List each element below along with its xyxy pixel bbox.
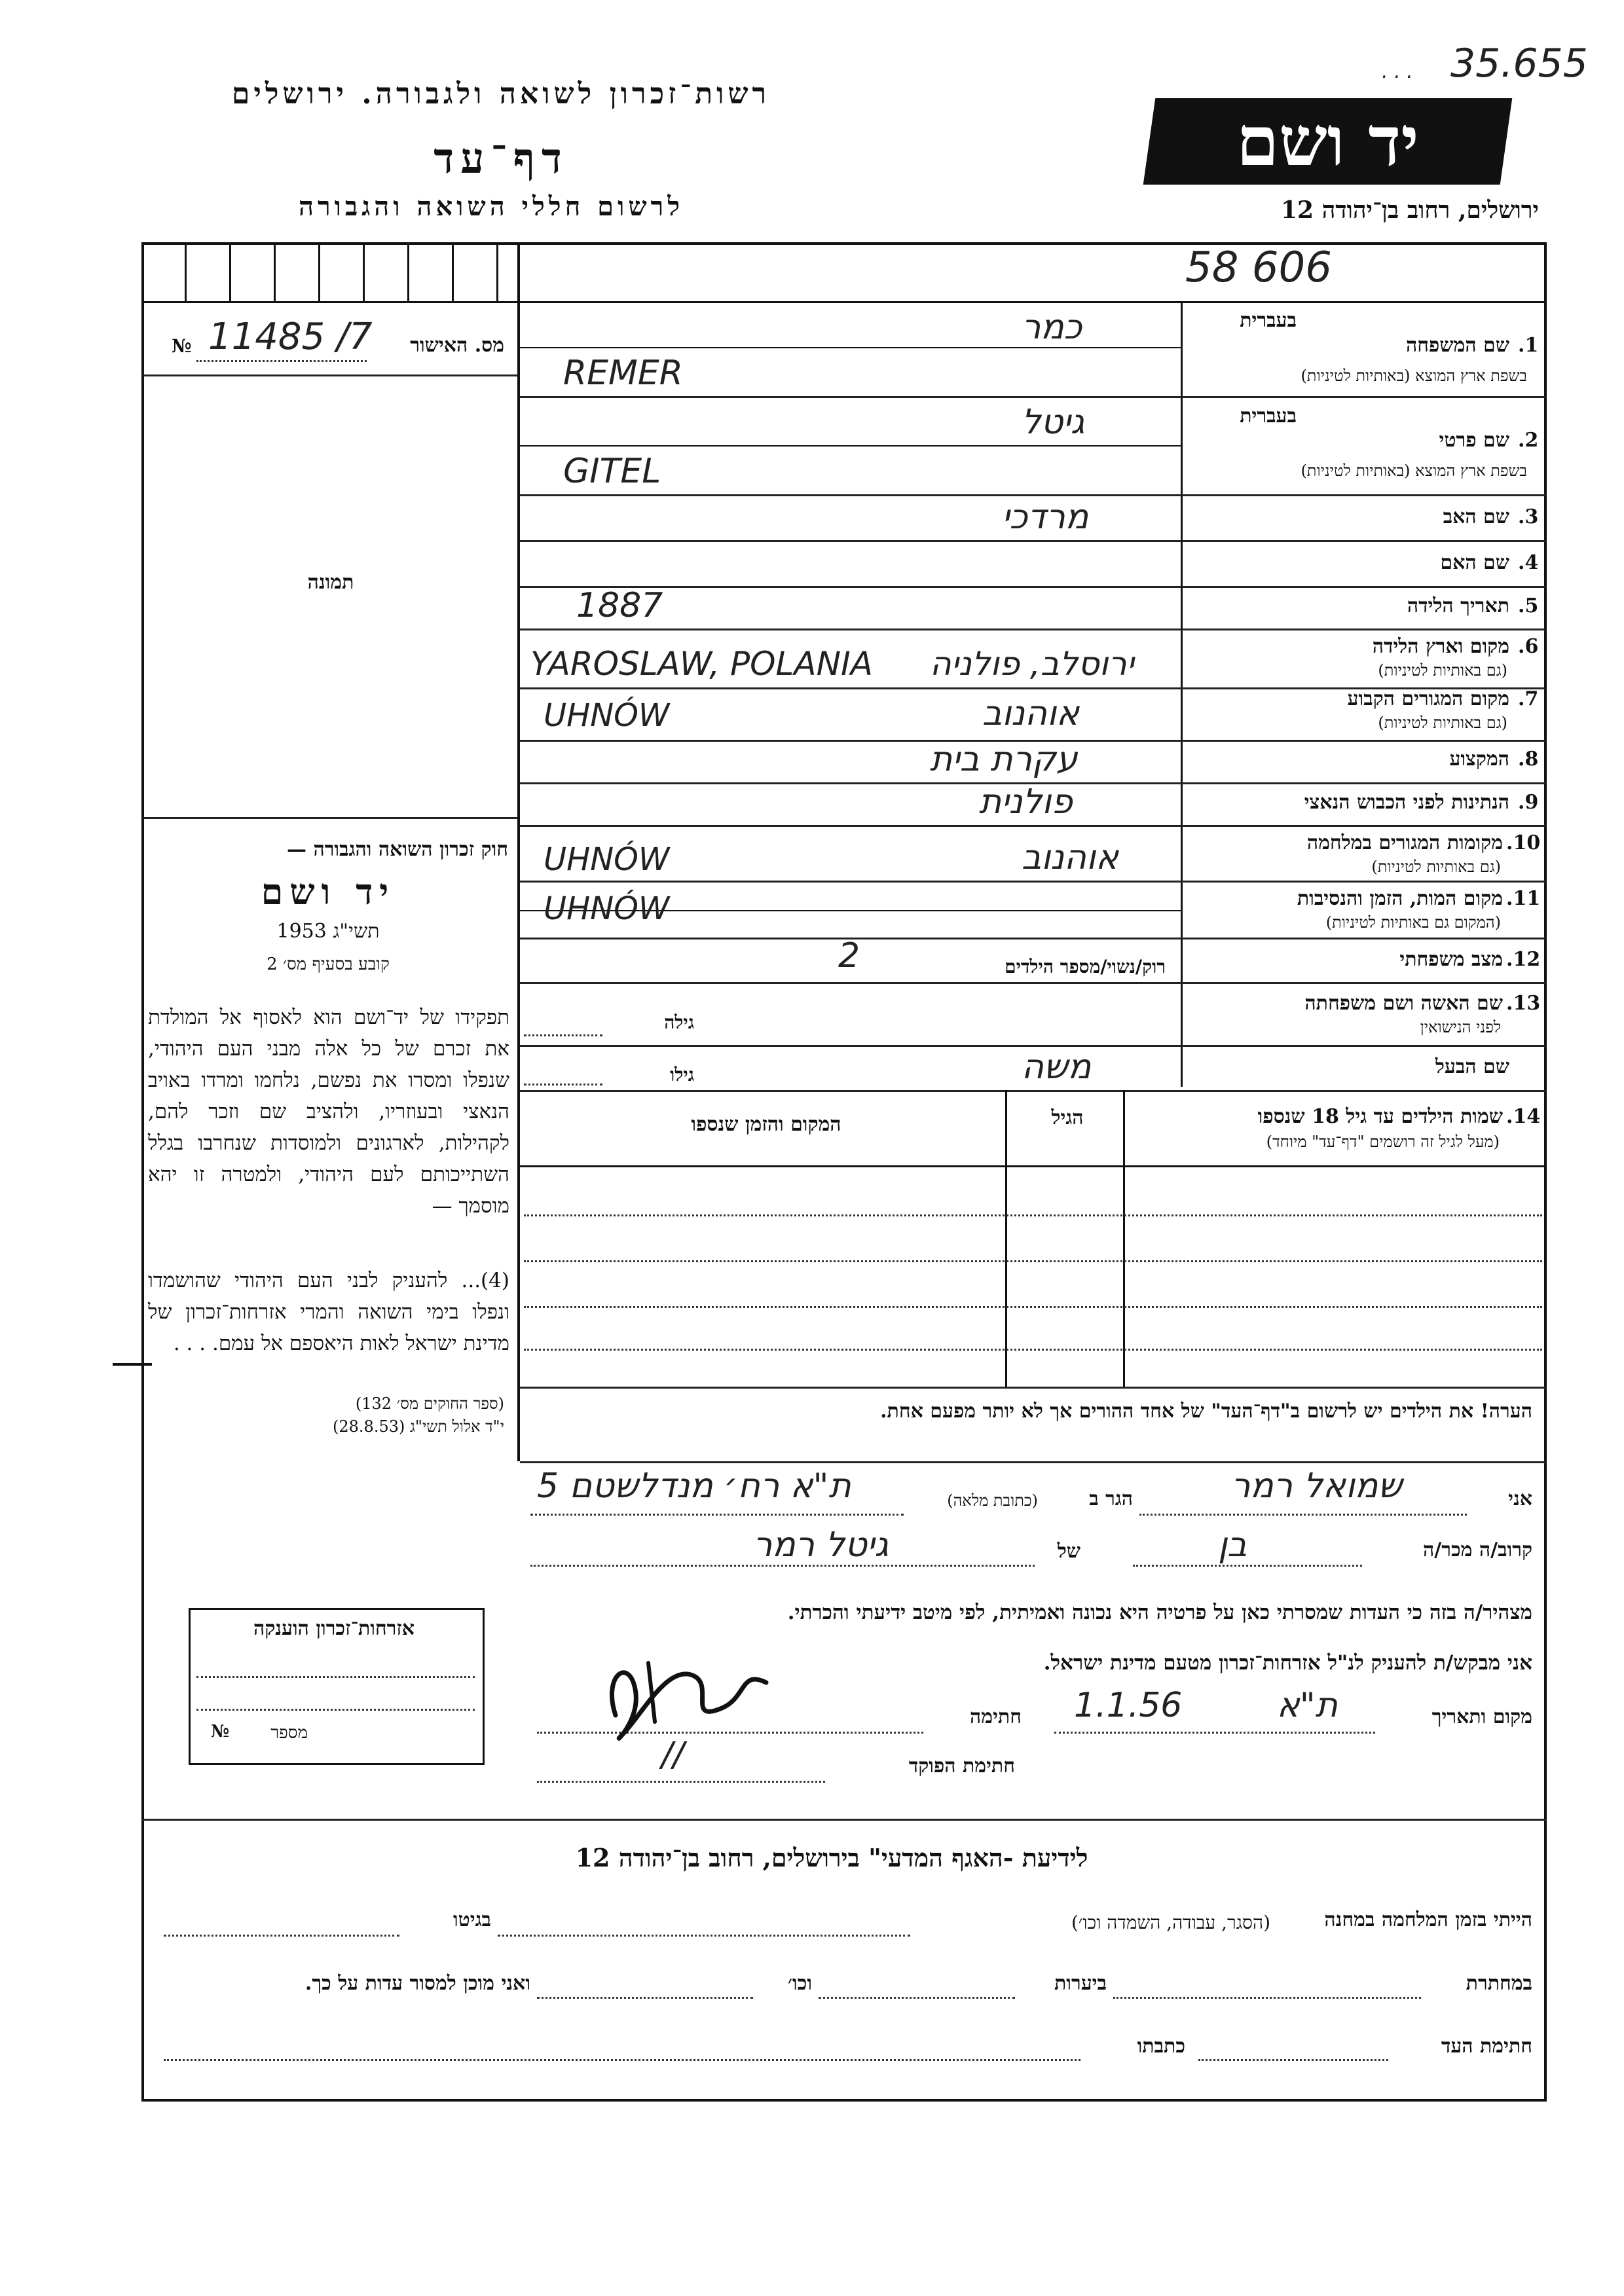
- f6-sub: (גם באותיות לטיניות): [1378, 661, 1507, 680]
- bottom-l2-c: וכו׳: [788, 1972, 812, 1995]
- f14-row-4: [524, 1349, 1542, 1351]
- record-number: 58 606: [1185, 244, 1332, 292]
- f5-value: 1887: [576, 586, 663, 625]
- f12-value: 2: [838, 936, 860, 975]
- f1-sub: בשפת ארץ המוצא (באותיות לטיניות): [1301, 367, 1527, 385]
- husband-age-line: [524, 1084, 602, 1085]
- award-no-symbol: №: [211, 1722, 230, 1741]
- corner-dots: . . .: [1382, 60, 1413, 83]
- bottom-l2-line-2: [819, 1997, 1015, 1999]
- law-year: תשי"ג 1953: [276, 920, 380, 943]
- f13-age-label: גילה: [664, 1011, 694, 1033]
- declarant-name-line: [1139, 1514, 1467, 1516]
- f7-sub: (גם באותיות לטיניות): [1378, 714, 1507, 732]
- row2-inner-line: [520, 445, 1181, 446]
- f6-value-lat: YAROSLAW, POLANIA: [530, 645, 873, 683]
- note-bottom: [520, 1461, 1545, 1463]
- children-note: הערה! את הילדים יש לרשום ב"דף־העד" של אחד ההורים אך לא יותר מפעם אחת.: [880, 1400, 1532, 1423]
- bottom-l3-a: חתימת העד: [1441, 2035, 1532, 2058]
- f10-sub: (גם באותיות לטיניות): [1371, 858, 1501, 876]
- form-subtitle: לרשום חללי השואה והגבורה: [298, 191, 684, 222]
- date-value: 1.1.56: [1074, 1686, 1183, 1725]
- form-title: דף־עד: [434, 134, 568, 183]
- law-name: יד ושם: [261, 871, 396, 913]
- place-date-line: [1054, 1732, 1375, 1734]
- bottom-l3-b: כתבתו: [1137, 2035, 1185, 2058]
- declarant-address-hint: (כתובת מלאה): [947, 1491, 1038, 1510]
- bottom-l2-line-3: [537, 1997, 753, 1999]
- top-tick-5: [363, 242, 365, 301]
- logo-text: יד ושם: [1236, 101, 1419, 181]
- bottom-l1-b: (הסגר, עבודה, השמדה וכו׳): [1071, 1912, 1270, 1933]
- f10-value-heb: אוהנוב: [1022, 838, 1118, 877]
- f2-num: 2.: [1518, 429, 1539, 452]
- bottom-l1-line-2: [164, 1935, 399, 1937]
- label-column-divider: [1181, 301, 1183, 1087]
- cert-separator: [143, 374, 517, 376]
- f12-num: 12.: [1506, 948, 1541, 971]
- top-tick-4: [318, 242, 320, 301]
- f14-row-3: [524, 1306, 1542, 1308]
- relation-value: בן: [1218, 1525, 1247, 1565]
- f1-label: שם המשפחה: [1405, 334, 1509, 357]
- f7-value-heb: אוהנוב: [982, 694, 1079, 733]
- law-clause: קובע בסעיף מס׳ 2: [267, 955, 390, 974]
- bottom-l2-a: במחתרת: [1466, 1972, 1532, 1995]
- col-age: הגיל: [1051, 1106, 1084, 1129]
- row-sep-14: [520, 1090, 1545, 1092]
- officer-line: [537, 1781, 825, 1783]
- law-text-1: תפקידו של יד־ושם הוא לאסוף אל המולדת את זכרם של כל אלה מבני העם היהודי, שנפלו ומסרו את נפשם, נלחמו ומרדו באויב הנאצי ובעוזריו, ולהציב שם וזכר להם, לקהילות, לארגונים ולמוסדות שנחרבו בגלל השתייכותם לעם היהודי, ולמטרה זו יהא מוסמך —: [148, 1006, 509, 1218]
- f8-num: 8.: [1518, 748, 1539, 771]
- f14-divider-1: [1123, 1090, 1125, 1388]
- law-title: חוק זכרון השואה והגבורה —: [287, 838, 508, 861]
- law-ref-2: י"ד אלול תשי"ג (28.8.53): [333, 1417, 504, 1436]
- cert-label: מס. האישור: [410, 334, 504, 357]
- declarant-address: ת"א רח׳ מנדלשטם 5: [537, 1467, 851, 1506]
- declarant-name: שמואל רמר: [1231, 1467, 1403, 1506]
- f9-value: פולנית: [979, 782, 1073, 822]
- f2-value-lat: GITEL: [563, 452, 661, 491]
- place-value: ת"א: [1277, 1686, 1338, 1725]
- row-sep-5: [520, 629, 1545, 630]
- officer-label: חתימת הפוקד: [908, 1755, 1015, 1777]
- row-sep-11: [520, 938, 1545, 939]
- of-name-line: [530, 1565, 1035, 1567]
- f2-heb-label: בעברית: [1240, 405, 1297, 428]
- bottom-title: לידיעת -האגף המדעי" בירושלים, רחוב בן־יהודה 12: [575, 1843, 1088, 1872]
- award-line-1: [196, 1676, 475, 1678]
- award-number-label: מספר: [270, 1723, 308, 1743]
- bottom-section-top: [141, 1819, 1547, 1821]
- f14-header-line: [520, 1165, 1545, 1167]
- f11-value-lat: UHNÓW: [544, 890, 670, 927]
- top-tick-1: [185, 242, 187, 301]
- husband-label: שם הבעל: [1435, 1055, 1509, 1078]
- corner-number: 35.655: [1450, 41, 1588, 86]
- photo-label: תמונה: [307, 571, 354, 594]
- authority-title: רשות־זכרון לשואה ולגבורה. ירושלים: [231, 77, 771, 111]
- of-name: גיטל רמר: [753, 1525, 889, 1565]
- f13-num: 13.: [1506, 992, 1541, 1015]
- top-tick-2: [229, 242, 231, 301]
- f6-num: 6.: [1518, 635, 1539, 658]
- left-edge-mark: [113, 1363, 152, 1366]
- f14-row-2: [524, 1260, 1542, 1262]
- relation-of: של: [1057, 1540, 1080, 1563]
- f8-label: המקצוע: [1449, 748, 1509, 771]
- bottom-l2-line-1: [1113, 1997, 1421, 1999]
- row-sep-4: [520, 586, 1545, 588]
- f4-label: שם האם: [1440, 551, 1509, 574]
- bottom-l1-line-1: [498, 1935, 910, 1937]
- bottom-l1-a: הייתי בזמן המלחמה במחנה: [1324, 1908, 1532, 1931]
- signature-label: חתימה: [970, 1705, 1022, 1728]
- f3-label: שם האב: [1443, 505, 1509, 528]
- f11-label: מקום המות, הזמן והנסיבות: [1297, 887, 1503, 910]
- left-column-divider: [517, 242, 520, 1461]
- f5-label: תאריך הלידה: [1407, 594, 1509, 617]
- f1-num: 1.: [1518, 334, 1539, 357]
- bottom-l3-line-2: [164, 2059, 1080, 2061]
- f1-value-heb: כמר: [1022, 308, 1082, 347]
- f14-divider-2: [1005, 1090, 1007, 1388]
- cert-number-line: [196, 360, 367, 362]
- photo-separator: [143, 817, 517, 819]
- bottom-l2-b: ביערות: [1054, 1972, 1107, 1995]
- row-sep-2: [520, 494, 1545, 496]
- top-tick-7: [452, 242, 454, 301]
- f10-value-lat: UHNÓW: [544, 841, 670, 878]
- f5-num: 5.: [1518, 594, 1539, 617]
- signature-mark: [589, 1637, 786, 1768]
- f2-value-heb: גיטל: [1022, 403, 1085, 442]
- officer-mark: //: [661, 1735, 685, 1774]
- f13-label: שם האשה ושם משפחתה: [1304, 992, 1503, 1015]
- row-sep-13: [520, 1045, 1545, 1047]
- award-box-title: אזרחות־זכרון הוענקה: [253, 1617, 415, 1640]
- f1-heb-label: בעברית: [1240, 309, 1297, 332]
- bottom-l1-c: בגיטו: [452, 1908, 491, 1931]
- top-tick-3: [274, 242, 276, 301]
- declarant-address-line: [530, 1514, 904, 1516]
- cert-no-symbol: №: [172, 335, 192, 357]
- f6-label: מקום וארץ הלידה: [1372, 635, 1509, 658]
- f14-num: 14.: [1506, 1105, 1541, 1128]
- f6-value-heb: ירוסלב, פולניה: [930, 645, 1134, 683]
- f3-value: מרדכי: [1002, 498, 1089, 537]
- f4-num: 4.: [1518, 551, 1539, 574]
- husband-value: משה: [1022, 1048, 1092, 1087]
- row-sep-12: [520, 982, 1545, 984]
- row-sep-9: [520, 825, 1545, 827]
- top-tick-8: [496, 242, 498, 301]
- f14-label: שמות הילדים עד גיל 18 שנספו: [1257, 1105, 1503, 1128]
- f13-age-line: [524, 1034, 602, 1036]
- row-sep-10: [520, 881, 1545, 883]
- f8-value: עקרת בית: [930, 740, 1078, 779]
- f2-sub: בשפת ארץ המוצא (באותיות לטיניות): [1301, 462, 1527, 480]
- top-strip-line: [141, 301, 1547, 303]
- f3-num: 3.: [1518, 505, 1539, 528]
- row-sep-3: [520, 540, 1545, 542]
- row1-inner-line: [520, 347, 1181, 348]
- f11-num: 11.: [1506, 887, 1541, 910]
- row-sep-1: [520, 396, 1545, 398]
- f11-sub: (המקום גם באותיות לטיניות): [1325, 913, 1501, 932]
- f12-status-label: רוק/נשוי/מספר הילדים: [1005, 956, 1166, 977]
- f14-row-1: [524, 1214, 1542, 1216]
- f9-label: הנתינות לפני הכבוש הנאצי: [1304, 791, 1509, 814]
- f7-value-lat: UHNÓW: [544, 697, 670, 734]
- husband-age-label: גילו: [670, 1064, 694, 1085]
- col-place-time: המקום והזמן שנספו: [691, 1113, 841, 1136]
- bottom-l2-d: ואני מוכן למסור עדות על כך.: [304, 1972, 530, 1995]
- f7-label: מקום המגורים הקבוע: [1347, 687, 1509, 710]
- law-ref-1: (ספר החוקים מס׳ 132): [355, 1394, 504, 1413]
- f7-num: 7.: [1518, 687, 1539, 710]
- f2-label: שם פרטי: [1439, 429, 1509, 452]
- f1-value-lat: REMER: [563, 354, 683, 393]
- law-text-2: (4)... להעניק לבני העם היהודי שהושמדו ונפלו בימי השואה והמרי אזרחות־זכרון של מדינת ישראל לאות היאספם אל עמם. . . .: [148, 1269, 509, 1355]
- f14-bottom: [520, 1387, 1545, 1389]
- place-date-label: מקום ותאריך: [1431, 1705, 1532, 1728]
- yad-vashem-logo: [1143, 98, 1513, 185]
- award-line-2: [196, 1709, 475, 1711]
- f14-sub: (מעל לגיל זה רושמים "דף־עד" מיוחד): [1266, 1133, 1500, 1151]
- f10-num: 10.: [1506, 831, 1541, 854]
- top-tick-6: [407, 242, 409, 301]
- f13-sub: לפני הנישואין: [1420, 1018, 1501, 1036]
- relative-label: קרוב/ה מכר/ה: [1423, 1539, 1532, 1561]
- f12-label: מצב משפחתי: [1399, 948, 1503, 971]
- declarant-ani: אני: [1508, 1487, 1532, 1510]
- relation-line: [1133, 1565, 1362, 1567]
- declaration-line-1: מצהיר/ה בזה כי העדות שמסרתי כאן על פרטיה היא נכונה ואמיתית, לפי מיטב ידיעתי והכרתי.: [787, 1601, 1532, 1624]
- declaration-line-2: אני מבקש/ת להעניק לנ"ל אזרחות־זכרון מטעם מדינת ישראל.: [1043, 1651, 1532, 1675]
- declarant-resides: הגר ב: [1089, 1487, 1133, 1510]
- cert-number: 11485 /7: [208, 316, 373, 358]
- f10-label: מקומות המגורים במלחמה: [1306, 831, 1503, 854]
- bottom-l3-line-1: [1198, 2059, 1388, 2061]
- header-address: ירושלים, רחוב בן־יהודה 12: [1280, 196, 1539, 224]
- f9-num: 9.: [1518, 791, 1539, 814]
